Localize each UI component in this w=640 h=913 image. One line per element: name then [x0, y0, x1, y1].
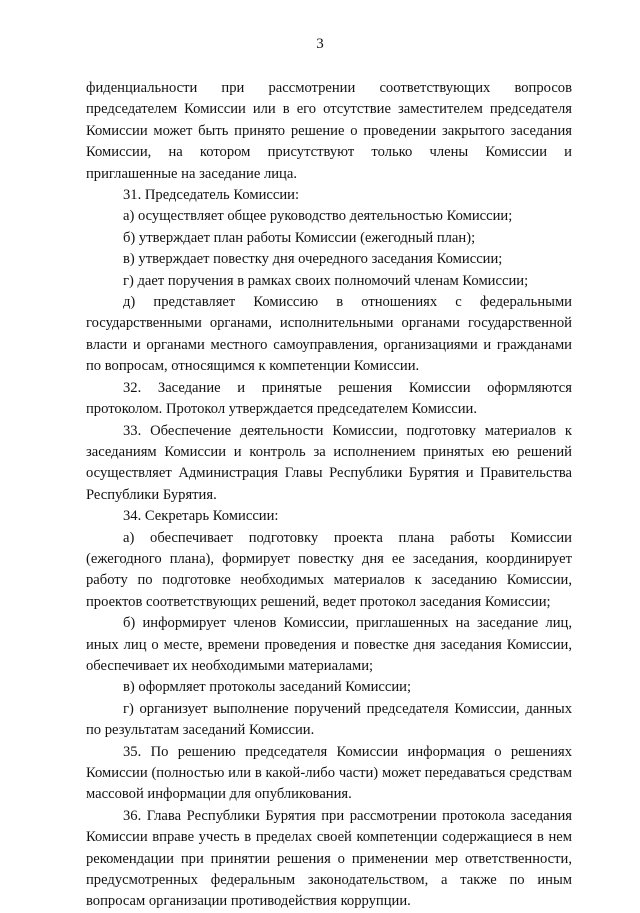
paragraph-36: 36. Глава Республики Бурятия при рассмотрении протокола заседания Комиссии вправе учесть в пределах своей компетенции содержащиеся в нем рекомендации при принятии решения о применении мер ответственности, предусмотренных федеральным законодательством, а также по иным вопросам организации противодействия коррупции. [86, 807, 572, 910]
paragraph-35: 35. По решению председателя Комиссии информация о решениях Комиссии (полностью или в какой-либо части) может передаваться средствам массовой информации для опубликования. [86, 743, 572, 803]
paragraph-31-b: б) утверждает план работы Комиссии (ежегодный план); [123, 229, 476, 246]
paragraph-31-d: д) представляет Комиссию в отношениях с федеральными государственными органами, исполнительными органами государственной власти и органами местного самоуправления, организациями и гражданами по вопросам, относящимся к компетенции Комиссии. [86, 294, 572, 375]
paragraph-34-a: а) обеспечивает подготовку проекта плана работы Комиссии (ежегодного плана), формирует повестку дня ее заседания, координирует работу по подготовке необходимых материалов к заседанию Комиссии, проектов соответствующих решений, ведет протокол заседания Комиссии; [86, 529, 572, 610]
paragraph-34-g: г) организует выполнение поручений председателя Комиссии, данных по результатам заседаний Комиссии. [86, 700, 572, 739]
paragraph-31-g: г) дает поручения в рамках своих полномочий членам Комиссии; [123, 272, 529, 289]
paragraph-31-v: в) утверждает повестку дня очередного заседания Комиссии; [123, 251, 503, 268]
document-body [86, 78, 572, 913]
paragraph-31-heading: 31. Председатель Комиссии: [123, 187, 300, 204]
paragraph-31-a: а) осуществляет общее руководство деятельностью Комиссии; [123, 208, 513, 225]
paragraph-34-heading: 34. Секретарь Комиссии: [123, 508, 279, 525]
page-number: 3 [316, 36, 324, 52]
paragraph-32: 32. Заседание и принятые решения Комиссии оформляются протоколом. Протокол утверждается председателем Комиссии. [86, 379, 572, 418]
paragraph-34-v: в) оформляет протоколы заседаний Комиссии; [123, 679, 412, 696]
paragraph-confidentiality-continuation: фиденциальности при рассмотрении соответствующих вопросов председателем Комиссии или в его отсутствие заместителем председателя Комиссии может быть принято решение о проведении закрытого заседания Комиссии, на котором присутствуют только члены Комиссии и приглашенные на заседание лица. [86, 80, 572, 182]
paragraph-34-b: б) информирует членов Комиссии, приглашенных на заседание лиц, иных лиц о месте, времени проведения и повестке дня заседания Комиссии, обеспечивает их необходимыми материалами; [86, 615, 572, 674]
paragraph-33: 33. Обеспечение деятельности Комиссии, подготовку материалов к заседаниям Комиссии и контроль за исполнением принятых ею решений осуществляет Администрация Главы Республики Бурятия и Правительства Республики Бурятия. [86, 422, 572, 503]
